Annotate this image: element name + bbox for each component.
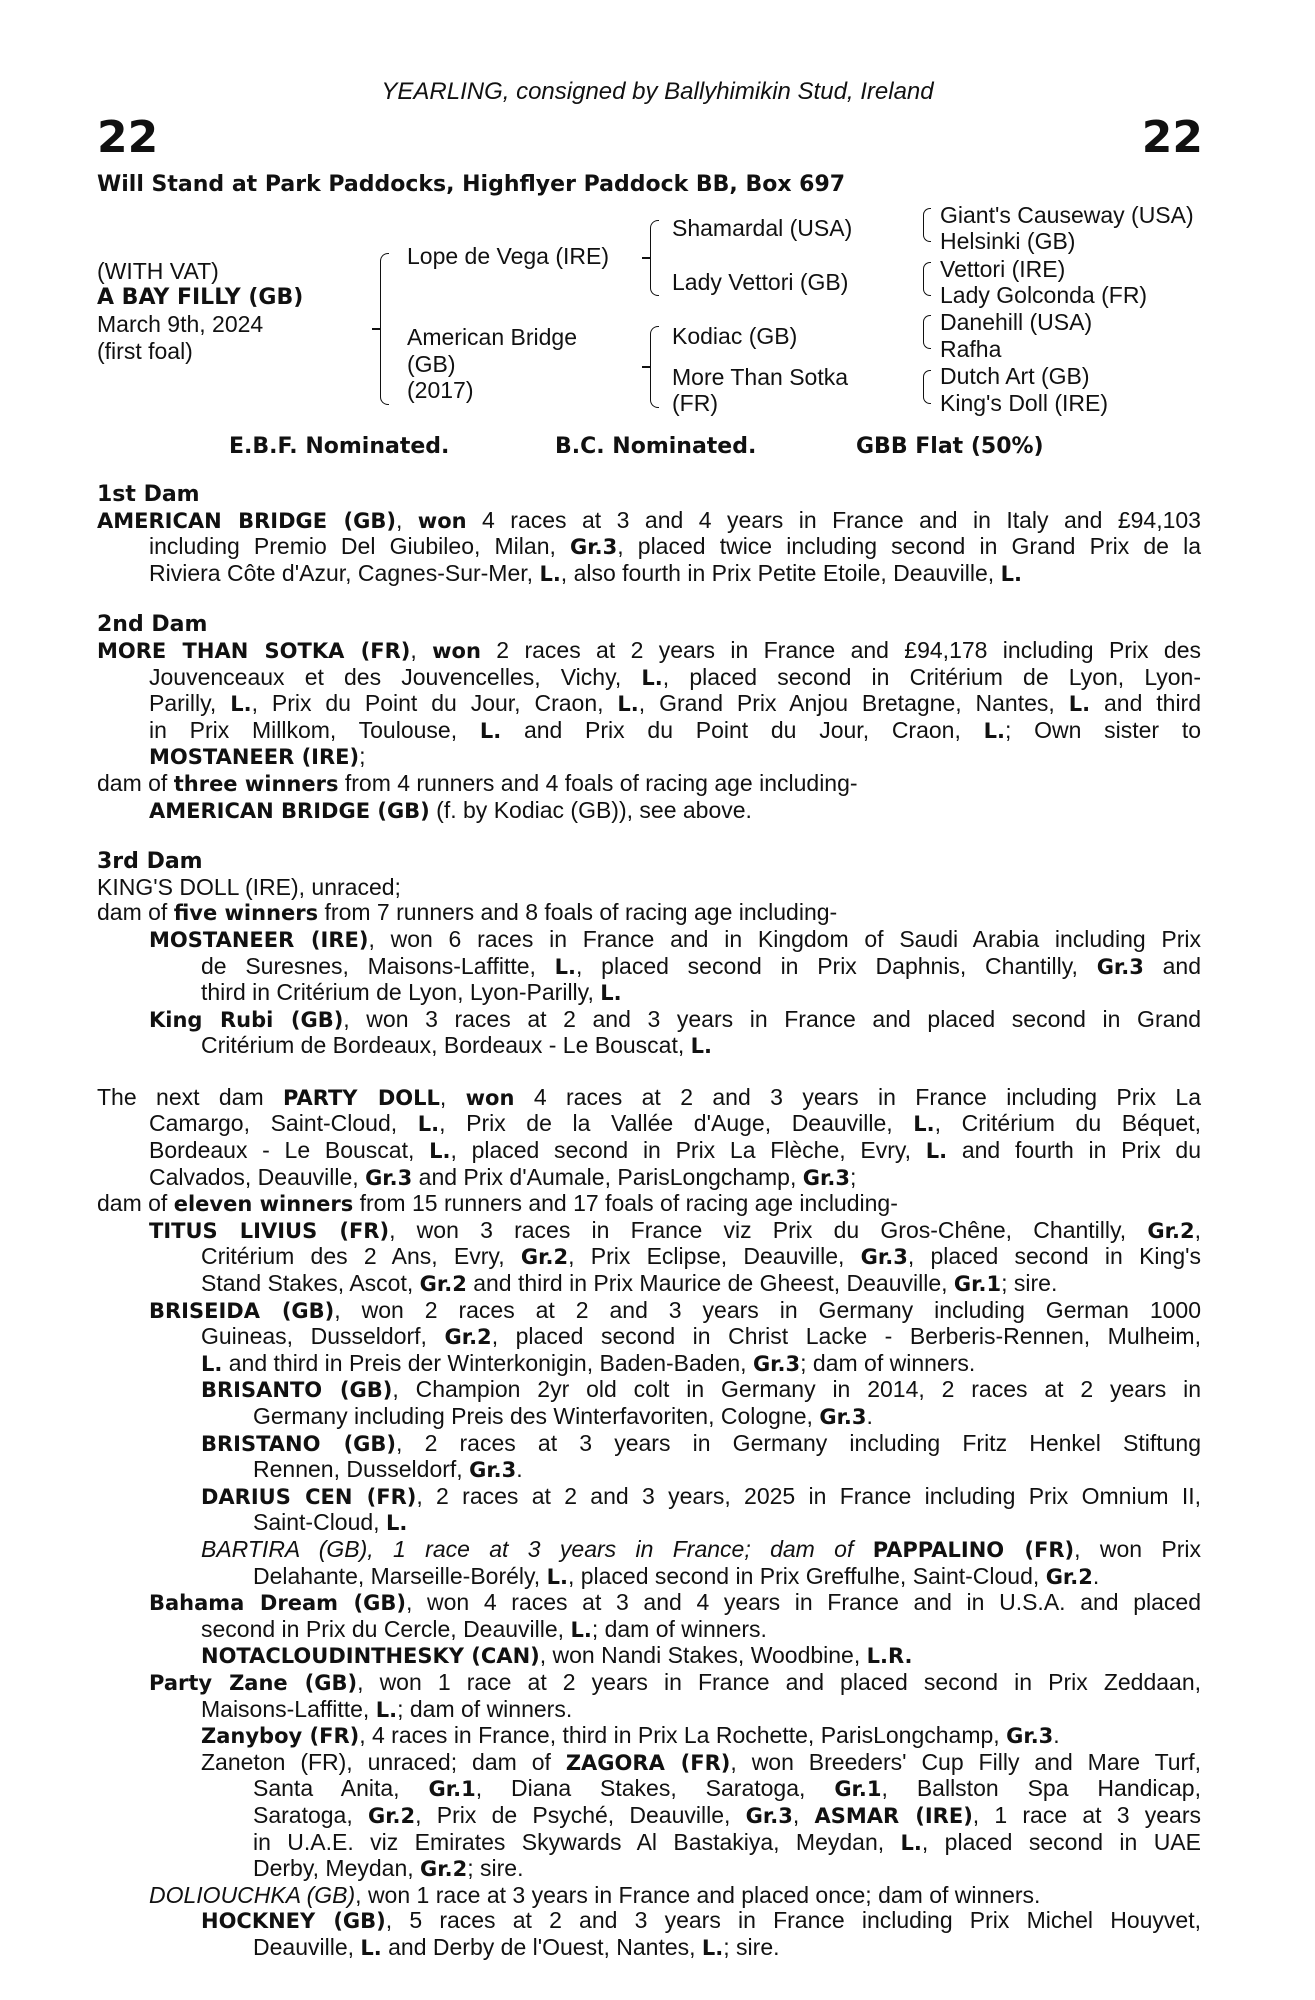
text: third in Critérium de Lyon, Lyon-Parilly,	[201, 979, 601, 1006]
text: .	[1053, 1722, 1060, 1749]
winners-count: five winners	[173, 901, 319, 926]
text: from 15 runners and 17 foals of racing age including-	[353, 1190, 898, 1217]
second-dam-heading: 2nd Dam	[97, 612, 208, 638]
pedigree-dam-line1: American Bridge	[407, 324, 578, 350]
text: and fourth in Prix du	[947, 1137, 1202, 1164]
group-label: Gr.3	[745, 1803, 793, 1828]
horse-name: DARIUS CEN (FR)	[201, 1484, 417, 1509]
text: , won 2 races at 2 and 3 years in Germany including German 1000	[334, 1296, 1201, 1323]
text: , Diana Stakes, Saratoga,	[475, 1775, 835, 1802]
pedigree-brace-dd	[923, 370, 931, 404]
text: second in Prix du Cercle, Deauville,	[201, 1615, 571, 1642]
text: from 7 runners and 8 foals of racing age including-	[318, 899, 838, 926]
consignor-line: YEARLING, consigned by Ballyhimikin Stud, Ireland	[381, 78, 934, 105]
text: , placed second in Critérium de Lyon, Lyon-	[662, 663, 1202, 690]
text: ; dam of winners.	[800, 1349, 976, 1376]
pedigree-brace-sire	[650, 220, 659, 296]
first-dam-heading: 1st Dam	[97, 482, 200, 507]
text: , also fourth in Prix Petite Etoile, Deauville,	[560, 559, 1001, 586]
horse-name: DOLIOUCHKA (GB)	[149, 1881, 356, 1908]
text: ;	[849, 1163, 857, 1190]
vat-note: (WITH VAT)	[97, 258, 219, 284]
pedigree-brace-ds	[923, 315, 931, 349]
pedigree-dam-line2: (GB)	[407, 351, 456, 377]
text: , placed second in Prix Daphnis, Chantilly,	[576, 952, 1097, 979]
listed-label: L.	[429, 1139, 451, 1164]
listed-label: L.	[983, 718, 1005, 743]
text: .	[516, 1456, 523, 1483]
text: Critérium des 2 Ans, Evry,	[201, 1243, 521, 1270]
horse-name: ZAGORA (FR)	[565, 1750, 731, 1775]
pedigree-sdd: Lady Golconda (FR)	[940, 282, 1148, 308]
listed-label: L.	[600, 981, 622, 1006]
pedigree-sire-sire: Shamardal (USA)	[672, 215, 853, 241]
text: Maisons-Laffitte,	[201, 1695, 376, 1722]
text: in U.A.E. viz Emirates Skywards Al Bastakiya, Meydan,	[253, 1828, 901, 1855]
text: Bordeaux - Le Bouscat,	[149, 1137, 430, 1164]
text: ;	[359, 743, 366, 770]
group-label: Gr.2	[367, 1803, 416, 1828]
text: , placed twice including second in Grand Prix de la	[617, 533, 1202, 560]
won: won	[465, 1085, 515, 1110]
catalogue-body	[97, 482, 1201, 1961]
text: Stand Stakes, Ascot,	[201, 1270, 420, 1297]
listed-label: L.	[641, 665, 663, 690]
text: ; sire.	[723, 1933, 780, 1960]
third-dam-name: KING'S DOLL (IRE), unraced;	[97, 873, 401, 900]
listed-label: L.	[900, 1830, 922, 1855]
text: Germany including Preis des Winterfavoriten, Cologne,	[253, 1403, 820, 1429]
listed-label: L.	[385, 1511, 408, 1536]
horse-name: BRISEIDA (GB)	[149, 1298, 335, 1323]
listed-label: L.	[1068, 692, 1091, 717]
text: , placed second in Prix Greffulhe, Saint-Cloud,	[567, 1562, 1046, 1589]
group-label: Gr.3	[365, 1165, 413, 1190]
text: , won Nandi Stakes, Woodbine,	[539, 1642, 867, 1669]
text: Calvados, Deauville,	[149, 1163, 366, 1190]
horse-name: King Rubi (GB)	[149, 1007, 344, 1032]
text: , Champion 2yr old colt in Germany in 2014, 2 races at 2 years in	[392, 1376, 1202, 1403]
text: Zaneton (FR), unraced; dam of	[201, 1748, 566, 1775]
pedigree-sire: Lope de Vega (IRE)	[407, 243, 610, 269]
horse-name: Zanyboy (FR)	[201, 1724, 360, 1749]
listed-label: L.	[546, 1564, 568, 1589]
text: Derby, Meydan,	[253, 1855, 421, 1882]
text: Jouvenceaux et des Jouvencelles, Vichy,	[149, 663, 642, 690]
group-label: Gr.2	[1147, 1218, 1195, 1243]
horse-name: HOCKNEY (GB)	[201, 1909, 386, 1934]
won: won	[417, 508, 467, 533]
text: and	[1143, 952, 1201, 979]
text: Critérium de Bordeaux, Bordeaux - Le Bouscat,	[201, 1032, 691, 1059]
horse-name: NOTACLOUDINTHESKY (CAN)	[201, 1644, 540, 1669]
listed-label: L.	[701, 1935, 724, 1960]
text: (f. by Kodiac (GB)), see above.	[429, 796, 752, 823]
pedigree-sire-dam: Lady Vettori (GB)	[672, 269, 849, 295]
text: , won 3 races at 2 and 3 years in France and placed second in Grand	[343, 1005, 1201, 1032]
pedigree-brace-main	[380, 253, 389, 405]
horse-name: MOSTANEER (IRE)	[149, 745, 360, 770]
text: , won 4 races at 3 and 4 years in France and in U.S.A. and placed	[406, 1589, 1201, 1616]
text: , won 1 race at 2 years in France and placed second in Prix Zeddaan,	[357, 1668, 1202, 1695]
text: .	[866, 1403, 873, 1429]
pedigree-dam-line3: (2017)	[407, 377, 474, 403]
text: Rennen, Dusseldorf,	[253, 1456, 470, 1483]
pedigree-dds: Dutch Art (GB)	[940, 363, 1090, 389]
text: Santa Anita,	[253, 1775, 429, 1802]
horse-name: ASMAR (IRE)	[814, 1803, 973, 1828]
text: , won 3 races in France viz Prix du Gros-Chêne, Chantilly,	[389, 1216, 1148, 1243]
horse-name: Bahama Dream (GB)	[149, 1591, 406, 1616]
listed-label: L.	[617, 692, 639, 717]
text: , placed second in UAE	[921, 1828, 1201, 1855]
text: ; dam of winners.	[397, 1695, 573, 1722]
text: , placed second in King's	[907, 1243, 1202, 1270]
listed-label: L.	[913, 1112, 935, 1137]
horse-name: PAPPALINO (FR)	[872, 1537, 1075, 1562]
text: , won 1 race at 3 years in France and placed once; dam of winners.	[355, 1881, 1041, 1908]
horse-name: BARTIRA (GB), 1 race at 3 years in France; dam of	[201, 1535, 873, 1562]
horse-name: MOSTANEER (IRE)	[149, 927, 369, 952]
text: .	[1092, 1562, 1100, 1589]
text: Deauville,	[253, 1933, 361, 1960]
group-label: Gr.2	[1045, 1564, 1093, 1589]
lot-number-right: 22	[1141, 112, 1203, 163]
text: dam of	[97, 769, 174, 796]
text: , Prix du Point du Jour, Craon,	[251, 690, 618, 717]
group-label: Gr.3	[819, 1405, 867, 1429]
listed-label: L.	[479, 718, 502, 743]
pedigree-dsd: Rafha	[940, 336, 1002, 362]
listed-label: L.	[230, 692, 252, 717]
ebf-nomination: E.B.F. Nominated.	[229, 434, 450, 459]
winners-count: eleven winners	[173, 1192, 354, 1217]
listed-label: L.	[360, 1935, 382, 1960]
text: , Prix de Psyché, Deauville,	[415, 1801, 746, 1828]
text: Parilly,	[149, 690, 231, 717]
group-label: Gr.3	[570, 535, 618, 560]
text: , 2 races at 3 years in Germany including Fritz Henkel Stiftung	[396, 1429, 1201, 1456]
dam-name: AMERICAN BRIDGE (GB)	[97, 508, 396, 533]
text: , won Prix	[1074, 1535, 1201, 1562]
listed-label: L.	[417, 1112, 440, 1137]
listed-label: L.	[539, 561, 561, 586]
pedigree-ddd: King's Doll (IRE)	[940, 390, 1108, 416]
text: , Ballston Spa Handicap,	[881, 1775, 1201, 1802]
text: including Premio Del Giubileo, Milan,	[149, 533, 571, 560]
lot-number-left: 22	[97, 112, 159, 163]
text: ,	[439, 1083, 466, 1110]
group-label: Gr.3	[1006, 1724, 1054, 1749]
group-label: Gr.2	[444, 1325, 492, 1350]
text: from 4 runners and 4 foals of racing age including-	[338, 769, 858, 796]
text: ,	[395, 506, 418, 533]
horse-name: TITUS LIVIUS (FR)	[149, 1218, 390, 1243]
text: and Prix d'Aumale, ParisLongchamp,	[412, 1163, 803, 1190]
gbb-flat: GBB Flat (50%)	[856, 434, 1044, 459]
text: Guineas, Dusseldorf,	[201, 1323, 445, 1350]
text: 4 races at 3 and 4 years in France and in Italy and £94,103	[466, 506, 1201, 533]
text: dam of	[97, 899, 174, 926]
listed-label: L.	[690, 1034, 712, 1059]
group-label: Gr.3	[802, 1165, 850, 1190]
group-label: Gr.3	[860, 1245, 908, 1270]
text: , Prix Eclipse, Deauville,	[568, 1243, 861, 1270]
text: ; sire.	[467, 1855, 524, 1882]
text: ,	[792, 1801, 815, 1828]
text: , Prix de la Vallée d'Auge, Deauville,	[439, 1110, 914, 1137]
text: ; dam of winners.	[591, 1615, 767, 1642]
text: The next dam	[97, 1083, 284, 1110]
text: , 5 races at 2 and 3 years in France including Prix Michel Houyvet,	[385, 1907, 1201, 1934]
text: and Prix du Point du Jour, Craon,	[501, 716, 984, 743]
group-label: Gr.3	[469, 1458, 517, 1483]
group-label: Gr.3	[1096, 954, 1144, 979]
text: Saratoga,	[253, 1801, 368, 1828]
text: , placed second in Christ Lacke - Berberis-Rennen, Mulheim,	[491, 1323, 1201, 1350]
text: de Suresnes, Maisons-Laffitte,	[201, 952, 555, 979]
text: , won 6 races in France and in Kingdom of Saudi Arabia including Prix	[368, 925, 1202, 952]
pedigree-brace-sd	[923, 262, 931, 296]
text: Camargo, Saint-Cloud,	[149, 1110, 418, 1137]
group-label: Gr.1	[428, 1777, 476, 1802]
pedigree-dss: Danehill (USA)	[940, 309, 1093, 335]
horse-name: Party Zane (GB)	[149, 1670, 358, 1695]
pedigree-ssd: Helsinki (GB)	[940, 228, 1076, 254]
text: Saint-Cloud,	[253, 1509, 386, 1536]
text: Riviera Côte d'Azur, Cagnes-Sur-Mer,	[149, 559, 540, 586]
stand-location: Will Stand at Park Paddocks, Highflyer Paddock BB, Box 697	[97, 172, 846, 197]
listed-label: L.	[375, 1697, 398, 1722]
winners-count: three winners	[173, 771, 339, 796]
won: won	[432, 638, 481, 663]
listed-label: L.R.	[866, 1644, 913, 1669]
text: ; sire.	[1001, 1270, 1058, 1297]
text: , Grand Prix Anjou Bretagne, Nantes,	[638, 690, 1069, 717]
text: Delahante, Marseille-Borély,	[253, 1562, 547, 1589]
text: and third in Prix Maurice de Gheest, Deauville,	[466, 1270, 954, 1297]
text: and third	[1090, 690, 1202, 717]
text: ; Own sister to	[1004, 716, 1202, 743]
group-label: Gr.1	[953, 1272, 1002, 1297]
listed-label: L.	[201, 1351, 223, 1376]
horse-name: PARTY DOLL	[283, 1085, 440, 1110]
second-dam-name: MORE THAN SOTKA (FR)	[97, 638, 411, 663]
text: 2 races at 2 years in France and £94,178 including Prix des	[480, 636, 1202, 663]
horse-foal-note: (first foal)	[97, 338, 193, 364]
pedigree-dam-sire: Kodiac (GB)	[672, 323, 798, 349]
listed-label: L.	[925, 1139, 948, 1164]
group-label: Gr.3	[752, 1351, 801, 1376]
pedigree-sds: Vettori (IRE)	[940, 256, 1066, 282]
text: and Derby de l'Ouest, Nantes,	[381, 1933, 702, 1960]
pedigree-brace-dam	[650, 326, 659, 408]
listed-label: L.	[554, 954, 577, 979]
text: in Prix Millkom, Toulouse,	[149, 716, 480, 743]
horse-name: BRISANTO (GB)	[201, 1378, 393, 1403]
third-dam-heading: 3rd Dam	[97, 849, 203, 875]
horse-name: AMERICAN BRIDGE (GB)	[149, 798, 430, 823]
text: dam of	[97, 1190, 174, 1217]
text: ,	[410, 636, 433, 663]
text: , Critérium du Béquet,	[934, 1110, 1201, 1137]
pedigree-dam-dam-line1: More Than Sotka	[672, 364, 849, 390]
horse-name: BRISTANO (GB)	[201, 1431, 397, 1456]
text: , won Breeders' Cup Filly and Mare Turf,	[730, 1748, 1201, 1775]
listed-label: L.	[1000, 561, 1022, 586]
text: , placed second in Prix La Flèche, Evry,	[450, 1137, 926, 1164]
horse-name: A BAY FILLY (GB)	[97, 285, 304, 310]
pedigree-sss: Giant's Causeway (USA)	[940, 202, 1194, 228]
text: ,	[1194, 1216, 1201, 1243]
group-label: Gr.1	[834, 1777, 882, 1802]
group-label: Gr.2	[419, 1272, 467, 1297]
text: 4 races at 2 and 3 years in France including Prix La	[514, 1083, 1201, 1110]
text: , 1 race at 3 years	[972, 1801, 1201, 1828]
group-label: Gr.2	[420, 1857, 468, 1882]
pedigree-dam-dam-line2: (FR)	[672, 390, 718, 416]
horse-dob: March 9th, 2024	[97, 311, 264, 337]
text: , 4 races in France, third in Prix La Rochette, ParisLongchamp,	[359, 1722, 1007, 1749]
group-label: Gr.2	[520, 1245, 569, 1270]
listed-label: L.	[570, 1617, 592, 1642]
bc-nomination: B.C. Nominated.	[555, 434, 757, 459]
text: , 2 races at 2 and 3 years, 2025 in France including Prix Omnium II,	[416, 1482, 1202, 1509]
pedigree-brace-ss	[923, 208, 931, 242]
text: and third in Preis der Winterkonigin, Baden-Baden,	[222, 1349, 753, 1376]
